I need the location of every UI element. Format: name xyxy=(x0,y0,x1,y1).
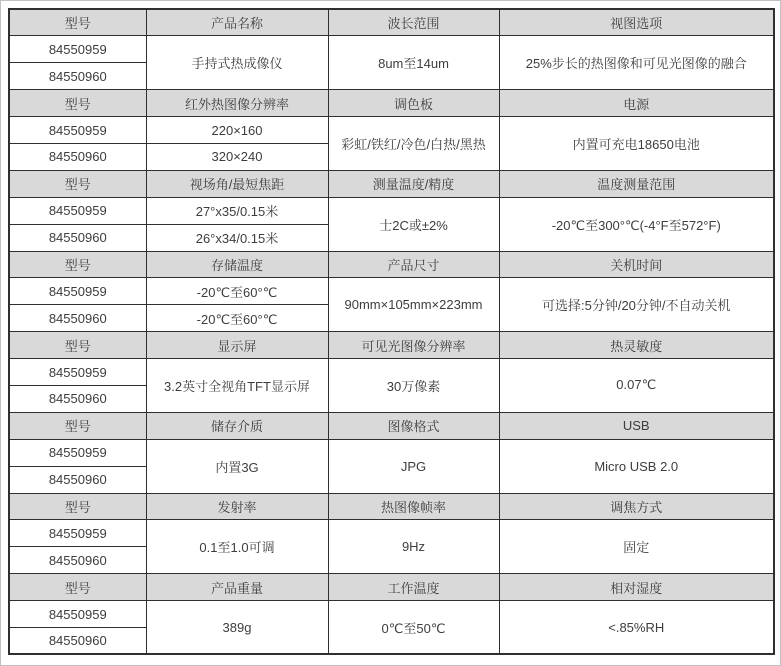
value-cell: 27°x35/0.15米 xyxy=(146,197,328,224)
spec-table xyxy=(8,8,775,655)
header-cell: 热图像帧率 xyxy=(328,493,499,520)
header-cell: 热灵敏度 xyxy=(499,332,774,359)
section-header-row xyxy=(9,90,774,117)
value-cell: 30万像素 xyxy=(328,359,499,413)
value-cell: 可选择:5分钟/20分钟/不自动关机 xyxy=(499,278,774,332)
section-header-row xyxy=(9,9,774,36)
model-cell: 84550960 xyxy=(9,627,146,654)
value-cell: -20℃至300°℃(-4°F至572°F) xyxy=(499,197,774,251)
header-cell: 视场角/最短焦距 xyxy=(146,170,328,197)
value-cell: 彩虹/铁红/冷色/白热/黑热 xyxy=(328,117,499,171)
value-cell: 389g xyxy=(146,601,328,655)
header-cell: 红外热图像分辨率 xyxy=(146,90,328,117)
value-cell: <.85%RH xyxy=(499,601,774,655)
header-cell: 工作温度 xyxy=(328,574,499,601)
header-cell: 型号 xyxy=(9,9,146,36)
section-header-row xyxy=(9,493,774,520)
value-cell: 0.07℃ xyxy=(499,359,774,413)
model-cell: 84550959 xyxy=(9,36,146,63)
model-row xyxy=(9,359,774,386)
header-cell: 调色板 xyxy=(328,90,499,117)
header-cell: 显示屏 xyxy=(146,332,328,359)
header-cell: 型号 xyxy=(9,90,146,117)
header-cell: 型号 xyxy=(9,574,146,601)
model-cell: 84550960 xyxy=(9,224,146,251)
value-cell: 内置可充电18650电池 xyxy=(499,117,774,171)
header-cell: 型号 xyxy=(9,493,146,520)
model-row xyxy=(9,197,774,224)
header-cell: 测量温度/精度 xyxy=(328,170,499,197)
model-cell: 84550960 xyxy=(9,385,146,412)
model-cell: 84550959 xyxy=(9,278,146,305)
header-cell: 型号 xyxy=(9,170,146,197)
value-cell: 固定 xyxy=(499,520,774,574)
header-cell: 型号 xyxy=(9,412,146,439)
section-header-row xyxy=(9,574,774,601)
header-cell: 存储温度 xyxy=(146,251,328,278)
model-cell: 84550960 xyxy=(9,547,146,574)
header-cell: 图像格式 xyxy=(328,412,499,439)
header-cell: 型号 xyxy=(9,332,146,359)
value-cell: 9Hz xyxy=(328,520,499,574)
model-cell: 84550959 xyxy=(9,117,146,144)
model-cell: 84550959 xyxy=(9,197,146,224)
model-row xyxy=(9,117,774,144)
value-cell: 8um至14um xyxy=(328,36,499,90)
value-cell: 士2C或±2% xyxy=(328,197,499,251)
model-cell: 84550960 xyxy=(9,143,146,170)
header-cell: USB xyxy=(499,412,774,439)
model-cell: 84550960 xyxy=(9,63,146,90)
header-cell: 相对湿度 xyxy=(499,574,774,601)
header-cell: 型号 xyxy=(9,251,146,278)
value-cell: 0.1至1.0可调 xyxy=(146,520,328,574)
model-cell: 84550960 xyxy=(9,466,146,493)
model-row xyxy=(9,520,774,547)
value-cell: 220×160 xyxy=(146,117,328,144)
value-cell: -20℃至60°℃ xyxy=(146,305,328,332)
value-cell: 3.2英寸全视角TFT显示屏 xyxy=(146,359,328,413)
section-header-row xyxy=(9,332,774,359)
value-cell: 90mm×105mm×223mm xyxy=(328,278,499,332)
value-cell: 320×240 xyxy=(146,143,328,170)
header-cell: 波长范围 xyxy=(328,9,499,36)
header-cell: 发射率 xyxy=(146,493,328,520)
value-cell: 26°x34/0.15米 xyxy=(146,224,328,251)
section-header-row xyxy=(9,170,774,197)
model-row xyxy=(9,278,774,305)
header-cell: 储存介质 xyxy=(146,412,328,439)
section-header-row xyxy=(9,251,774,278)
header-cell: 视图选项 xyxy=(499,9,774,36)
value-cell: Micro USB 2.0 xyxy=(499,439,774,493)
value-cell: 0℃至50℃ xyxy=(328,601,499,655)
model-cell: 84550959 xyxy=(9,520,146,547)
model-cell: 84550959 xyxy=(9,601,146,628)
section-header-row xyxy=(9,412,774,439)
model-row xyxy=(9,439,774,466)
header-cell: 调焦方式 xyxy=(499,493,774,520)
header-cell: 产品名称 xyxy=(146,9,328,36)
model-row xyxy=(9,36,774,63)
header-cell: 产品尺寸 xyxy=(328,251,499,278)
model-cell: 84550959 xyxy=(9,439,146,466)
value-cell: 内置3G xyxy=(146,439,328,493)
value-cell: 25%步长的热图像和可见光图像的融合 xyxy=(499,36,774,90)
value-cell: JPG xyxy=(328,439,499,493)
header-cell: 电源 xyxy=(499,90,774,117)
model-row xyxy=(9,601,774,628)
header-cell: 关机时间 xyxy=(499,251,774,278)
model-cell: 84550959 xyxy=(9,359,146,386)
value-cell: -20℃至60°℃ xyxy=(146,278,328,305)
model-cell: 84550960 xyxy=(9,305,146,332)
header-cell: 可见光图像分辨率 xyxy=(328,332,499,359)
header-cell: 产品重量 xyxy=(146,574,328,601)
value-cell: 手持式热成像仪 xyxy=(146,36,328,90)
header-cell: 温度测量范围 xyxy=(499,170,774,197)
